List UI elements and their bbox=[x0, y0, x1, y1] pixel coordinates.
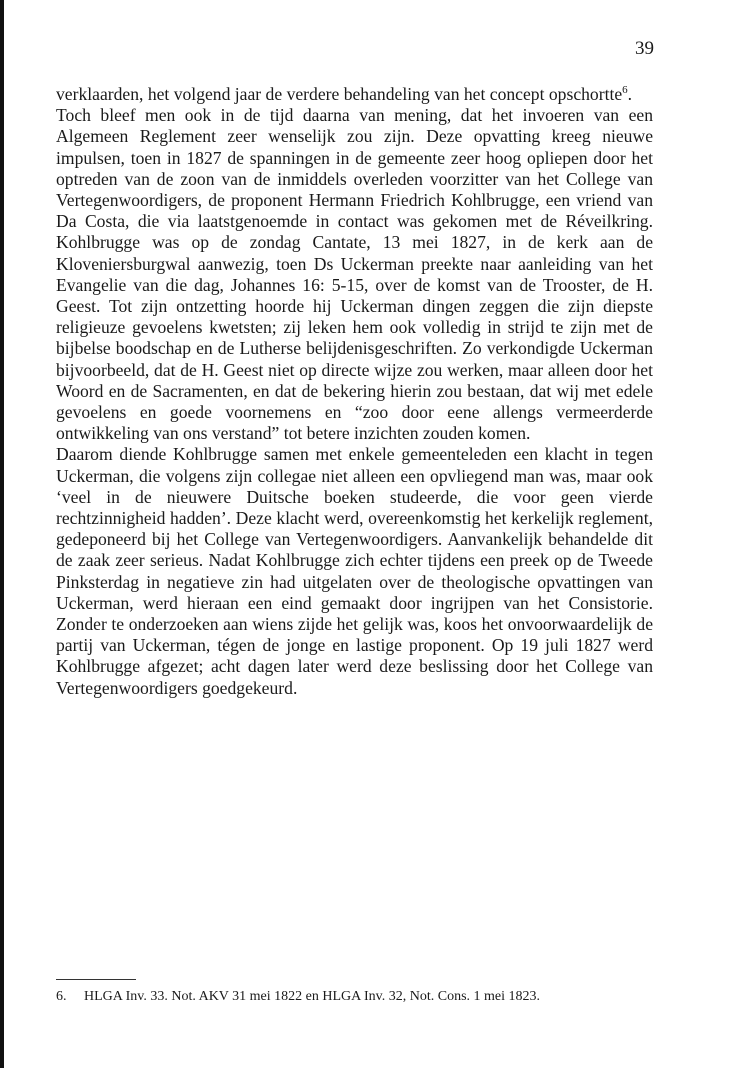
paragraph-3: Daarom diende Kohlbrugge samen met enkele gemeenteleden een klacht in tegen Uckerman, die volgens zijn collegae niet alleen een opvliegend man was, maar ook ‘veel in de nieuwere Duitsche boeken studeerde, die voor geen vierde rechtzinnigheid hadden’. Deze klacht werd, overeenkomstig het kerkelijk reglement, gedeponeerd bij het College van Vertegenwoordigers. Aanvankelijk behandelde dit de zaak zeer serieus. Nadat Kohlbrugge zich echter tijdens een preek op de Tweede Pinksterdag in negatieve zin had uitgelaten over de theologische opvattingen van Uckerman, werd hieraan een eind gemaakt door ingrijpen van het Consistorie. Zonder te onderzoeken aan wiens zijde het gelijk was, koos het onvoorwaardelijk de partij van Uckerman, tégen de jonge en lastige proponent. Op 19 juli 1827 werd Kohlbrugge afgezet; acht dagen later werd deze beslissing door het College van Vertegenwoordigers goedgekeurd. bbox=[56, 444, 653, 698]
footnote bbox=[56, 988, 653, 1006]
footnote-divider bbox=[56, 979, 136, 980]
page-number: 39 bbox=[635, 38, 654, 59]
body-text bbox=[56, 84, 653, 699]
paragraph-1-tail: . bbox=[627, 84, 633, 104]
footnote-marker: 6. bbox=[56, 989, 67, 1004]
paragraph-2: Toch bleef men ook in de tijd daarna van mening, dat het invoeren van een Algemeen Reglement zeer wenselijk zou zijn. Deze opvatting kreeg nieuwe impulsen, toen in 1827 de spanningen in de gemeente zeer hoog opliepen door het optreden van de zoon van de inmiddels overleden voorzitter van het College van Vertegenwoordigers, de proponent Hermann Friedrich Kohlbrugge, een vriend van Da Costa, die via laatstgenoemde in contact was gekomen met de Réveilkring. Kohlbrugge was op de zondag Cantate, 13 mei 1827, in de kerk aan de Kloveniersburgwal aanwezig, toen Ds Uckerman preekte naar aanleiding van het Evangelie van die dag, Johannes 16: 5-15, over de komst van de Trooster, de H. Geest. Tot zijn ontzetting hoorde hij Uckerman dingen zeggen die zijn diepste religieuze gevoelens kwetsten; zij leken hem ook volledig in strijd te zijn met de bijbelse boodschap en de Lutherse belijdenisgeschriften. Zo verkondigde Uckerman bijvoorbeeld, dat de H. Geest niet op directe wijze zou werken, maar alleen door het Woord en de Sacramenten, en dat de bekering hierin zou bestaan, dat wij met edele gevoelens en goede voornemens en “zoo door eene allengs vermeerderde ontwikkeling van ons verstand” tot betere inzichten zouden komen. bbox=[56, 105, 653, 444]
footnote-text: HLGA Inv. 33. Not. AKV 31 mei 1822 en HLGA Inv. 32, Not. Cons. 1 mei 1823. bbox=[84, 989, 541, 1004]
footnote-ref[interactable]: 6 bbox=[622, 84, 628, 97]
paragraph-1 bbox=[56, 84, 653, 105]
paragraph-1-text: verklaarden, het volgend jaar de verdere behandeling van het concept opschortte bbox=[56, 84, 623, 104]
page-edge-rule bbox=[0, 0, 4, 1068]
